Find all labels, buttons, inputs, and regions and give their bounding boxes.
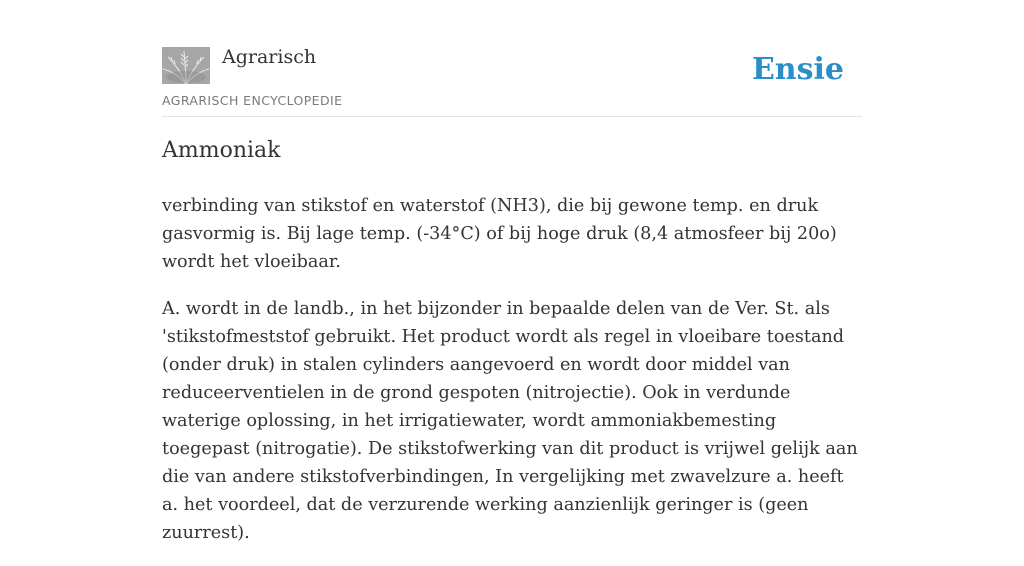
wheat-icon — [162, 47, 210, 84]
publication-name[interactable]: Agrarisch — [222, 46, 317, 68]
site-header — [162, 44, 862, 117]
article-title: Ammoniak — [162, 138, 281, 163]
article-body — [162, 192, 862, 566]
brand-logo[interactable]: Ensie — [751, 52, 844, 87]
article-paragraph: A. wordt in de landb., in het bijzonder in bepaalde delen van de Ver. St. als 'stikstofmeststof gebruikt. Het product wordt als regel in vloeibare toestand (onder druk) in stalen cylinders aangevoerd en wordt door middel van reduceerventielen in de grond gespoten (nitrojectie). Ook in verdunde waterige oplossing, in het irrigatiewater, wordt ammoniakbemesting toegepast (nitrogatie). De stikstofwerking van dit product is vrijwel gelijk aan die van andere stikstofverbindingen, In vergelijking met zwavelzure a. heeft a. het voordeel, dat de verzurende werking aanzienlijk geringer is (geen zuurrest). — [162, 299, 858, 543]
publication-avatar[interactable] — [162, 47, 210, 84]
publication-subtitle: AGRARISCH ENCYCLOPEDIE — [162, 93, 343, 108]
article-paragraph: verbinding van stikstof en waterstof (NH3), die bij gewone temp. en druk gasvormig is. Bij lage temp. (-34°C) of bij hoge druk (8,4 atmosfeer bij 20o) wordt het vloeibaar. — [162, 196, 837, 272]
